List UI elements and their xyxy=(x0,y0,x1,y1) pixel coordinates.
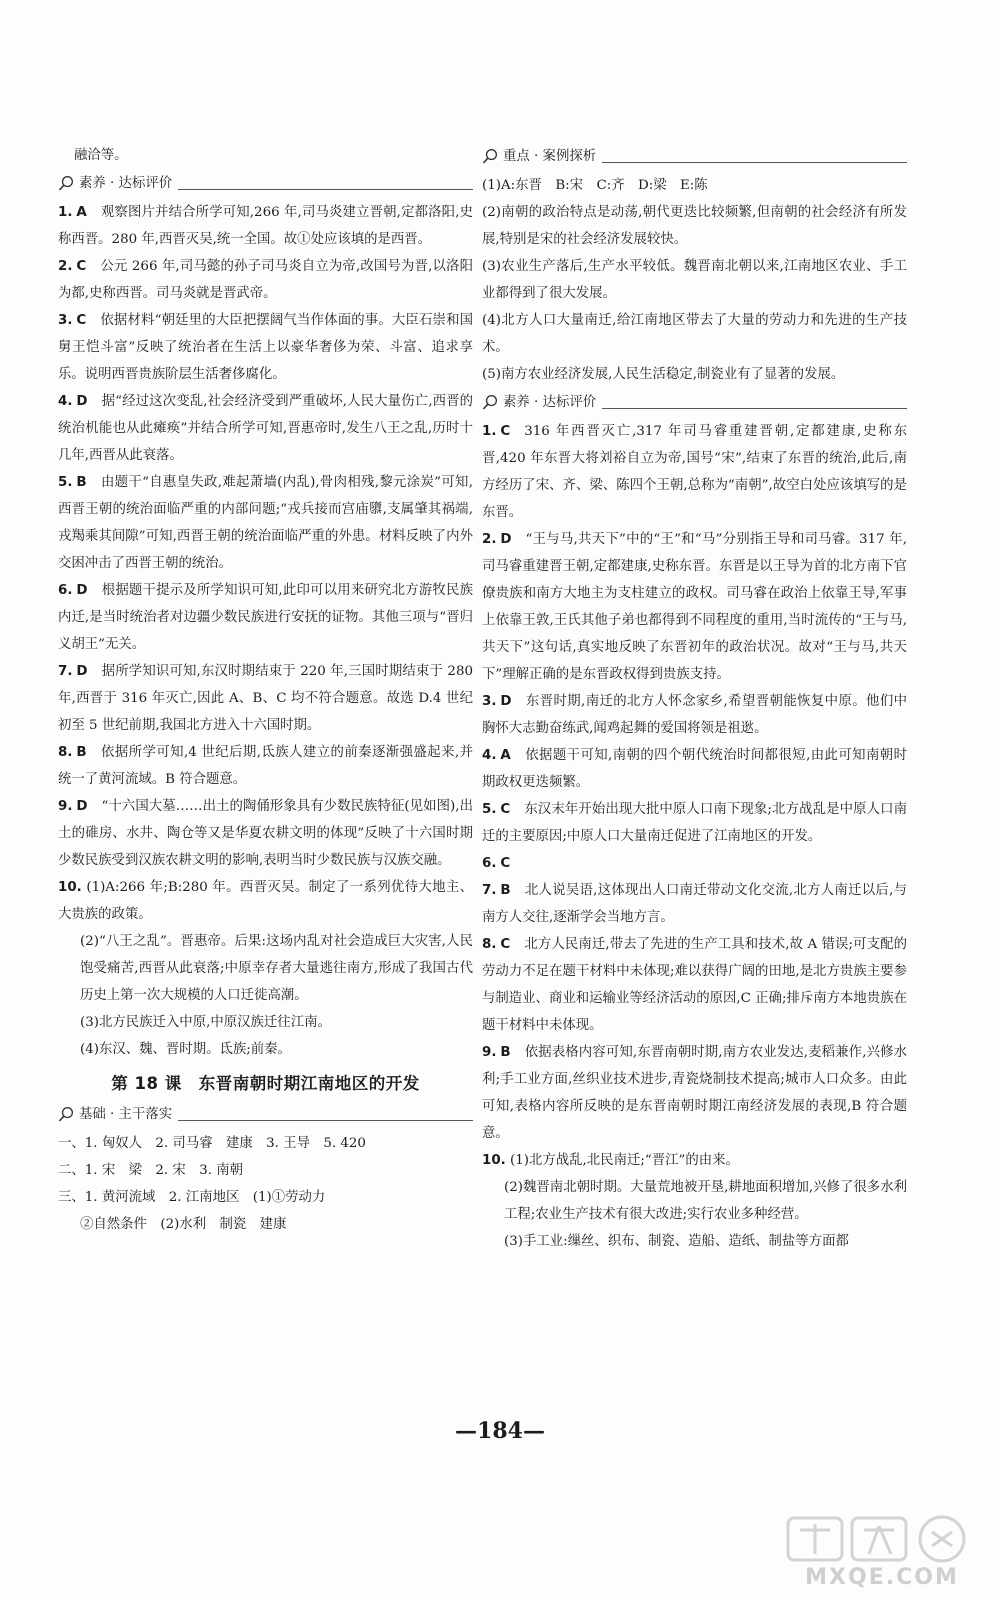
section-rule xyxy=(178,1120,473,1121)
answer-text: 由题干“自惠皇失政,难起萧墙(内乱),骨肉相残,黎元涂炭”可知,西晋王朝的统治面临严重的内部问题;“戎兵接而宫庙隳,支属肇其祸端,戎羯乘其间隙”可知,西晋王朝的统治面临严重的外患。材料反映了内外交困冲击了西晋王朝的统治。 xyxy=(58,475,473,571)
answer-choice: C xyxy=(500,802,511,817)
answer-item-6 xyxy=(58,577,473,658)
answer-item-10 xyxy=(482,1147,907,1174)
answer-item-9 xyxy=(482,1039,907,1147)
section-title: 重点 · 案例探析 xyxy=(503,148,597,164)
answer-number: 4. xyxy=(58,394,73,409)
answer-choice: A xyxy=(76,205,87,220)
answer-text: 据“经过这次变乱,社会经济受到严重破坏,人民大量伤亡,西晋的统治机能也从此瘫痪”并结合所学可知,晋惠帝时,发生八王之乱,历时十几年,西晋从此衰落。 xyxy=(58,394,473,463)
answer-choice: D xyxy=(500,532,512,547)
section-title: 素养 · 达标评价 xyxy=(79,175,173,191)
answer-text: 东汉末年开始出现大批中原人口南下现象;北方战乱是中原人口南迁的主要原因;中原人口大量南迁促进了江南地区的开发。 xyxy=(482,802,907,844)
watermark-logo xyxy=(782,1512,982,1590)
answer-text: 依据题干可知,南朝的四个朝代统治时间都很短,由此可知南朝时期政权更迭频繁。 xyxy=(482,748,907,790)
magnifier-icon xyxy=(482,394,499,411)
answer-number: 7. xyxy=(482,883,497,898)
answer-choice: B xyxy=(500,883,511,898)
answer-item-8 xyxy=(58,739,473,793)
answer-number: 10. xyxy=(482,1153,506,1168)
fill-answer-3: 三、1. 黄河流域 2. 江南地区 (1)①劳动力 xyxy=(58,1190,326,1205)
answer-text: 观察图片并结合所学可知,266 年,司马炎建立晋朝,定都洛阳,史称西晋。280 年,西晋灭吴,统一全国。故①处应该填的是西晋。 xyxy=(58,205,473,247)
left-column xyxy=(58,142,473,1238)
magnifier-icon xyxy=(482,148,499,165)
answer-text: 北人说吴语,这体现出人口南迁带动文化交流,北方人南迁以后,与南方人交往,逐渐学会当地方言。 xyxy=(482,883,907,925)
right-column xyxy=(482,142,907,1255)
answer-number: 9. xyxy=(58,799,73,814)
magnifier-icon xyxy=(58,1106,75,1123)
answer-text: 316 年西晋灭亡,317 年司马睿重建晋朝,定都建康,史称东晋,420 年东晋大将刘裕自立为帝,国号“宋”,结束了东晋的统治,此后,南方经历了宋、齐、梁、陈四个王朝,总称为“南朝”,故空白处应该填写的是东晋。 xyxy=(482,424,907,520)
answer-item-5 xyxy=(58,469,473,577)
answer-item-1 xyxy=(58,199,473,253)
case-analysis xyxy=(482,172,907,388)
answer-paragraph: (3)北方民族迁入中原,中原汉族迁往江南。 xyxy=(80,1015,331,1030)
answer-number: 2. xyxy=(58,259,73,274)
answer-item-6 xyxy=(482,850,907,877)
answer-item-8 xyxy=(482,931,907,1039)
case-answer-4: (4)北方人口大量南迁,给江南地区带去了大量的劳动力和先进的生产技术。 xyxy=(482,313,907,355)
answer-number: 3. xyxy=(58,313,73,328)
answer-number: 3. xyxy=(482,694,497,709)
answer-text: 据所学知识可知,东汉时期结束于 220 年,三国时期结束于 280 年,西晋于 316 年灭亡,因此 A、B、C 均不符合题意。故选 D.4 世纪初至 5 世纪前期,我国北方进入十六国时期。 xyxy=(58,664,473,733)
answer-paragraph: (2)魏晋南北朝时期。大量荒地被开垦,耕地面积增加,兴修了很多水利工程;农业生产技术有很大改进;实行农业多种经营。 xyxy=(504,1180,907,1222)
magnifier-icon xyxy=(58,175,75,192)
fill-answer-2: 二、1. 宋 梁 2. 宋 3. 南朝 xyxy=(58,1163,244,1178)
answer-choice: D xyxy=(76,583,88,598)
continuation-text: 融洽等。 xyxy=(74,148,128,163)
answer-choice: C xyxy=(76,259,87,274)
answer-item-7 xyxy=(482,877,907,931)
page-number: —184— xyxy=(455,1418,545,1444)
section-heading xyxy=(58,1101,473,1127)
answer-text: (1)北方战乱,北民南迁;“晋江”的由来。 xyxy=(510,1153,739,1168)
answer-number: 6. xyxy=(482,856,497,871)
answer-item-3 xyxy=(58,307,473,388)
answer-choice: B xyxy=(76,475,87,490)
section-title: 基础 · 主干落实 xyxy=(79,1106,173,1122)
answer-choice: D xyxy=(76,799,88,814)
answer-paragraph: (4)东汉、魏、晋时期。氐族;前秦。 xyxy=(80,1042,291,1057)
section-rule xyxy=(178,189,473,190)
answer-item-2 xyxy=(58,253,473,307)
answer-choice: A xyxy=(500,748,511,763)
section-heading xyxy=(58,170,473,196)
answer-number: 4. xyxy=(482,748,497,763)
answer-choice: D xyxy=(76,394,88,409)
answer-text: 东晋时期,南迁的北方人怀念家乡,希望晋朝能恢复中原。他们中胸怀大志勤奋练武,闻鸡起舞的爱国将领是祖逖。 xyxy=(482,694,907,736)
answer-item-5 xyxy=(482,796,907,850)
section-title: 素养 · 达标评价 xyxy=(503,394,597,410)
answer-number: 10. xyxy=(58,880,82,895)
answer-number: 5. xyxy=(482,802,497,817)
answer-text: 依据材料“朝廷里的大臣把摆阔气当作体面的事。大臣石崇和国舅王恺斗富”反映了统治者在生活上以豪华奢侈为荣、斗富、追求享乐。说明西晋贵族阶层生活奢侈腐化。 xyxy=(58,313,473,382)
answer-text: “王与马,共天下”中的“王”和“马”分别指王导和司马睿。317 年,司马睿重建晋王朝,定都建康,史称东晋。东晋是以王导为首的北方南下官僚贵族和南方大地主为支柱建立的政权。司马睿在政治上依靠王导,军事上依靠王敦,王氏其他子弟也都得到不同程度的重用,当时流传的“王与马,共天下”这句话,真实地反映了东晋初年的政治状况。故对“王与马,共天下”理解正确的是东晋政权得到贵族支持。 xyxy=(482,532,907,682)
answer-choice: B xyxy=(500,1045,511,1060)
answer-text: 根据题干提示及所学知识可知,此印可以用来研究北方游牧民族内迁,是当时统治者对边疆少数民族进行安抚的证物。其他三项与“晋归义胡王”无关。 xyxy=(58,583,473,652)
answer-paragraph: (3)手工业:缫丝、织布、制瓷、造船、造纸、制盐等方面都 xyxy=(504,1234,849,1249)
answer-number: 6. xyxy=(58,583,73,598)
answer-paragraph: (2)“八王之乱”。晋惠帝。后果:这场内乱对社会造成巨大灾害,人民饱受痛苦,西晋从此衰落;中原幸存者大量逃往南方,形成了我国古代历史上第一次大规模的人口迁徙高潮。 xyxy=(80,934,473,1003)
svg-text:MXQE.COM: MXQE.COM xyxy=(805,1565,959,1590)
answer-item-9 xyxy=(58,793,473,874)
answer-text: 依据表格内容可知,东晋南朝时期,南方农业发达,麦稻兼作,兴修水利;手工业方面,丝织业技术进步,青瓷烧制技术提高;城市人口众多。由此可知,表格内容所反映的是东晋南朝时期江南经济发展的表现,B 符合题意。 xyxy=(482,1045,907,1141)
answer-choice: C xyxy=(76,313,87,328)
answer-item-3 xyxy=(482,688,907,742)
answer-item-1 xyxy=(482,418,907,526)
answer-item-2 xyxy=(482,526,907,688)
answer-choice: B xyxy=(76,745,87,760)
section-heading xyxy=(482,389,907,415)
answer-item-4 xyxy=(58,388,473,469)
answer-text: “十六国大墓……出土的陶俑形象具有少数民族特征(见如图),出土的碓房、水井、陶仓等又是华夏农耕文明的体现”反映了十六国时期少数民族受到汉族农耕文明的影响,表明当时少数民族与汉族交融。 xyxy=(58,799,473,868)
case-answer-2: (2)南朝的政治特点是动荡,朝代更迭比较频繁,但南朝的社会经济有所发展,特别是宋的社会经济发展较快。 xyxy=(482,205,907,247)
answer-choice: C xyxy=(500,937,511,952)
section-heading xyxy=(482,143,907,169)
answer-number: 9. xyxy=(482,1045,497,1060)
answer-number: 7. xyxy=(58,664,73,679)
answer-list xyxy=(482,418,907,1147)
answer-list xyxy=(58,199,473,874)
answer-text: 依据所学可知,4 世纪后期,氐族人建立的前秦逐渐强盛起来,并统一了黄河流域。B 符合题意。 xyxy=(58,745,473,787)
fill-answer-1: 一、1. 匈奴人 2. 司马睿 建康 3. 王导 5. 420 xyxy=(58,1136,366,1151)
answer-number: 5. xyxy=(58,475,73,490)
answer-item-7 xyxy=(58,658,473,739)
section-rule xyxy=(602,408,907,409)
answer-number: 2. xyxy=(482,532,497,547)
case-answer-5: (5)南方农业经济发展,人民生活稳定,制瓷业有了显著的发展。 xyxy=(482,367,845,382)
answer-number: 8. xyxy=(58,745,73,760)
answer-number: 1. xyxy=(482,424,497,439)
answer-choice: D xyxy=(500,694,512,709)
lesson-title: 第 18 课 东晋南朝时期江南地区的开发 xyxy=(111,1074,420,1093)
answer-item-10 xyxy=(58,874,473,928)
answer-text: 北方人民南迁,带去了先进的生产工具和技术,故 A 错误;可支配的劳动力不足在题干材料中未体现;难以获得广阔的田地,是北方贵族主要参与制造业、商业和运输业等经济活动的原因,C 正确;排斥南方本地贵族在题干材料中未体现。 xyxy=(482,937,907,1033)
answer-number: 8. xyxy=(482,937,497,952)
answer-item-4 xyxy=(482,742,907,796)
answer-choice: C xyxy=(500,424,511,439)
answer-choice: D xyxy=(76,664,88,679)
answer-text: 公元 266 年,司马懿的孙子司马炎自立为帝,改国号为晋,以洛阳为都,史称西晋。司马炎就是晋武帝。 xyxy=(58,259,473,301)
answer-choice: C xyxy=(500,856,511,871)
case-answer-1: (1)A:东晋 B:宋 C:齐 D:梁 E:陈 xyxy=(482,178,708,193)
answer-number: 1. xyxy=(58,205,73,220)
fill-answer-3-cont: ②自然条件 (2)水利 制瓷 建康 xyxy=(80,1217,287,1232)
case-answer-3: (3)农业生产落后,生产水平较低。魏晋南北朝以来,江南地区农业、手工业都得到了很大发展。 xyxy=(482,259,907,301)
section-rule xyxy=(602,162,907,163)
answer-text: (1)A:266 年;B:280 年。西晋灭吴。制定了一系列优待大地主、大贵族的政策。 xyxy=(58,880,473,922)
